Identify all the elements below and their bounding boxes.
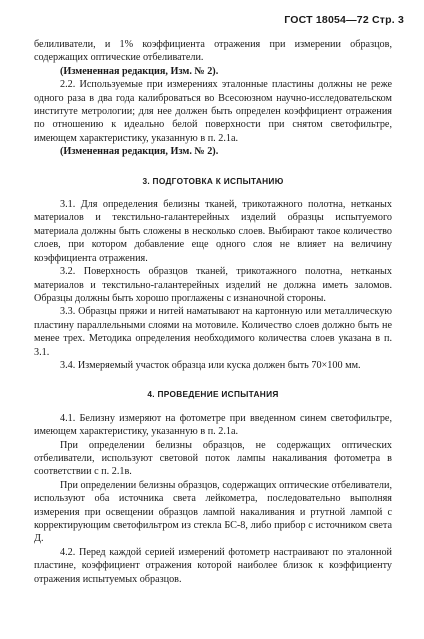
amendment-note: (Измененная редакция, Изм. № 2). — [60, 146, 219, 158]
paragraph-3-1: 3.1. Для определения белизны тканей, трикотажного полотна, нетканых материалов и текстильно-галантерейных изделий образцы испытуемого материала должны быть сложены в несколько слоев. Выбирают такое количество слоев, при котором добавление еще одного слоя не влияет на величину коэффициента отражения. — [34, 199, 392, 264]
section-title-testing: 4. ПРОВЕДЕНИЕ ИСПЫТАНИЯ — [147, 389, 279, 400]
section-title-preparation: 3. ПОДГОТОВКА К ИСПЫТАНИЮ — [142, 175, 284, 186]
paragraph-2-2: 2.2. Используемые при измерениях эталонные пластины должны не реже одного раза в два года калиброваться во Всесоюзном научно-исследовательском институте метрологии; для нее должен быть определен коэффициент отражения по отношению к идеально белой поверхности при снятом светофильтре, имеющем характеристику, указанную в п. 2.1а. — [34, 79, 392, 144]
paragraph-3-3: 3.3. Образцы пряжи и нитей наматывают на картонную или металлическую пластину параллельными слоями на мотовиле. Количество слоев должно быть не менее трех. Методика определения необходимого количества слоев указана в п. 3.1. — [34, 306, 392, 358]
paragraph-4-2: 4.2. Перед каждой серией измерений фотометр настраивают по эталонной пластине, коэффициент отражения которой наиболее близок к коэффициенту отражения испытуемых образцов. — [34, 546, 392, 585]
paragraph-continuation: белиливатели, и 1% коэффициента отражения при измерении образцов, содержащих оптические отбеливатели. — [34, 39, 392, 64]
paragraph-3-2: 3.2. Поверхность образцов тканей, трикотажного полотна, нетканых материалов и текстильно-галантерейных изделий не должна иметь заломов. Образцы должны быть хорошо проглажены с изнаночной стороны. — [34, 266, 392, 304]
page-header: ГОСТ 18054—72 Стр. 3 — [284, 14, 404, 26]
paragraph-4-1: 4.1. Белизну измеряют на фотометре при введенном синем светофильтре, имеющем характеристику, указанную в п. 2.1а. — [34, 412, 392, 438]
amendment-note: (Измененная редакция, Изм. № 2). — [60, 65, 219, 77]
paragraph-4-1-b: При определении белизны образцов, содержащих оптические отбеливатели, используют оба источника света лейкометра, последовательно выполняя измерения при освещении образцов лампой накаливания и ртутной лампой с корректирующим светофильтром из стекла БС-8, либо прибор с источником света Д. — [34, 479, 392, 545]
paragraph-4-1-a: При определении белизны образцов, не содержащих оптических отбеливатели, используют световой поток лампы накаливания фотометра в соответствии с п. 2.1в. — [34, 439, 392, 478]
document-body — [34, 38, 392, 586]
paragraph-3-4: 3.4. Измеряемый участок образца или куска должен быть 70×100 мм. — [60, 359, 361, 371]
